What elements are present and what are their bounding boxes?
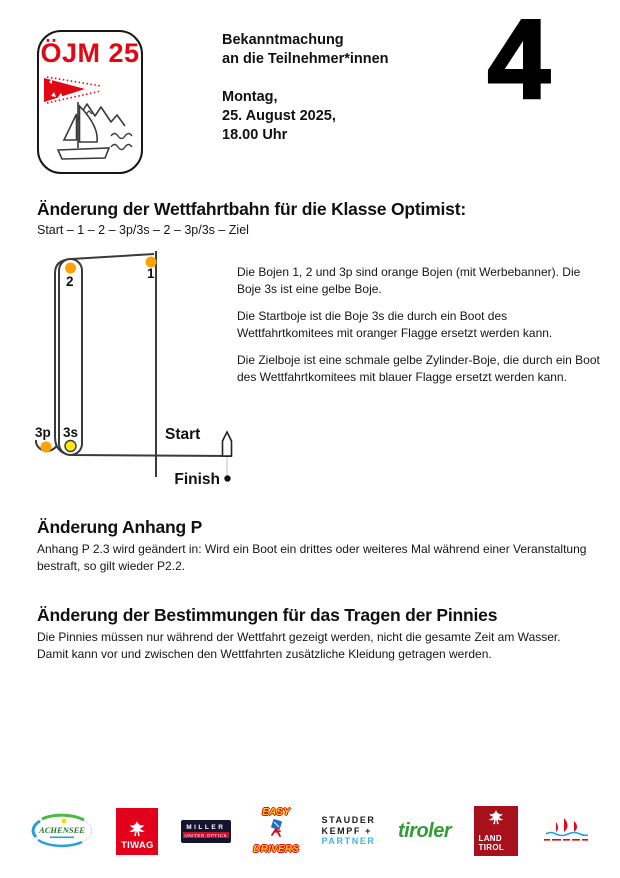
stauder-line1: STAUDER <box>321 815 376 826</box>
finish-label: Finish <box>174 471 220 488</box>
finish-mark <box>224 475 230 481</box>
sailboat-icon <box>58 102 109 159</box>
course-sequence: Start – 1 – 2 – 3p/3s – 2 – 3p/3s – Ziel <box>37 223 249 237</box>
landtirol-line2: TIROL <box>478 842 505 852</box>
easydrivers-right-label: DRIVERS <box>253 844 300 855</box>
sponsor-landtirol-logo <box>474 806 518 856</box>
buoy-3p <box>41 442 52 453</box>
event-logo-art <box>41 70 141 168</box>
pinnies-section-heading: Änderung der Bestimmungen für das Tragen der Pinnies <box>37 605 498 625</box>
sponsor-sailing-club-logo <box>540 816 592 846</box>
miller-sublabel: UNITED OPTICS <box>184 832 228 838</box>
event-logo-title: ÖJM 25 <box>40 38 140 68</box>
sponsor-logos-row <box>30 798 592 864</box>
miller-label: MILLER <box>186 824 226 831</box>
announcement-time: 18.00 Uhr <box>222 127 288 143</box>
appendix-section-heading: Änderung Anhang P <box>37 517 203 537</box>
announcement-header <box>222 31 389 145</box>
sponsor-tiroler-logo <box>398 820 451 843</box>
easydrivers-kite-icon <box>268 819 284 843</box>
announcement-day: Montag, <box>222 89 278 105</box>
sponsor-easydrivers-logo <box>253 807 299 855</box>
tiwag-label: TIWAG <box>121 839 154 851</box>
course-note-1: Die Bojen 1, 2 und 3p sind orange Bojen (mit Werbebanner). Die Boje 3s ist eine gelbe Boje. <box>237 265 581 296</box>
landtirol-line1: LAND <box>478 834 502 843</box>
event-logo <box>37 30 143 174</box>
achensee-oval-icon <box>30 813 94 849</box>
stauder-line3: PARTNER <box>321 836 376 847</box>
mark2-label: 2 <box>66 274 74 289</box>
sponsor-tiwag-logo <box>116 808 158 855</box>
page-number: 4 <box>487 0 548 122</box>
svg-text:ACHENSEE: ACHENSEE <box>39 825 85 835</box>
appendix-section-body: Anhang P 2.3 wird geändert in: Wird ein Boot ein drittes oder weiteres Mal während einer Veranstaltung bestraft, so gilt wieder P2.2. <box>37 542 587 573</box>
tiroler-label: tiroler <box>397 819 452 842</box>
sails-icon <box>540 816 592 846</box>
announcement-date: 25. August 2025, <box>222 108 336 124</box>
mark3s-label: 3s <box>63 425 79 440</box>
easydrivers-left-label: EASY <box>262 807 291 818</box>
landtirol-eagle-icon <box>488 810 503 826</box>
course-note-2: Die Startboje ist die Boje 3s die durch ein Boot des Wettfahrtkomitees mit oranger Flagge ersetzt werden kann. <box>237 309 553 340</box>
stauder-line2: KEMPF + <box>321 825 372 836</box>
mark1-label: 1 <box>147 266 155 281</box>
waves-icon <box>111 134 132 150</box>
pennant-flag-icon <box>44 77 101 103</box>
course-section-heading: Änderung der Wettfahrtbahn für die Klasse Optimist: <box>37 199 466 219</box>
sponsor-miller-logo <box>181 820 231 843</box>
sponsor-stauder-logo <box>321 815 375 847</box>
buoy-3s <box>65 441 76 452</box>
mark3p-label: 3p <box>35 425 51 440</box>
committee-boat-icon <box>223 432 232 456</box>
sponsor-achensee-logo <box>30 813 94 849</box>
pinnies-section-body: Die Pinnies müssen nur während der Wettfahrt gezeigt werden, nicht die gesamte Zeit am Wasser. Damit kann vor und zwischen den Wettfahrten zusätzliche Kleidung getragen werden. <box>37 630 561 661</box>
course-diagram <box>33 247 248 495</box>
announcement-title-line2: an die Teilnehmer*innen <box>222 51 389 67</box>
tiwag-eagle-icon <box>129 821 145 838</box>
buoy-2 <box>65 263 76 274</box>
start-label: Start <box>165 426 201 443</box>
announcement-title-line1: Bekanntmachung <box>222 32 344 48</box>
course-note-3: Die Zielboje ist eine schmale gelbe Zylinder-Boje, die durch ein Boot des Wettfahrtkomitees mit blauer Flagge ersetzt werden kann. <box>237 353 600 384</box>
course-notes <box>237 264 605 396</box>
